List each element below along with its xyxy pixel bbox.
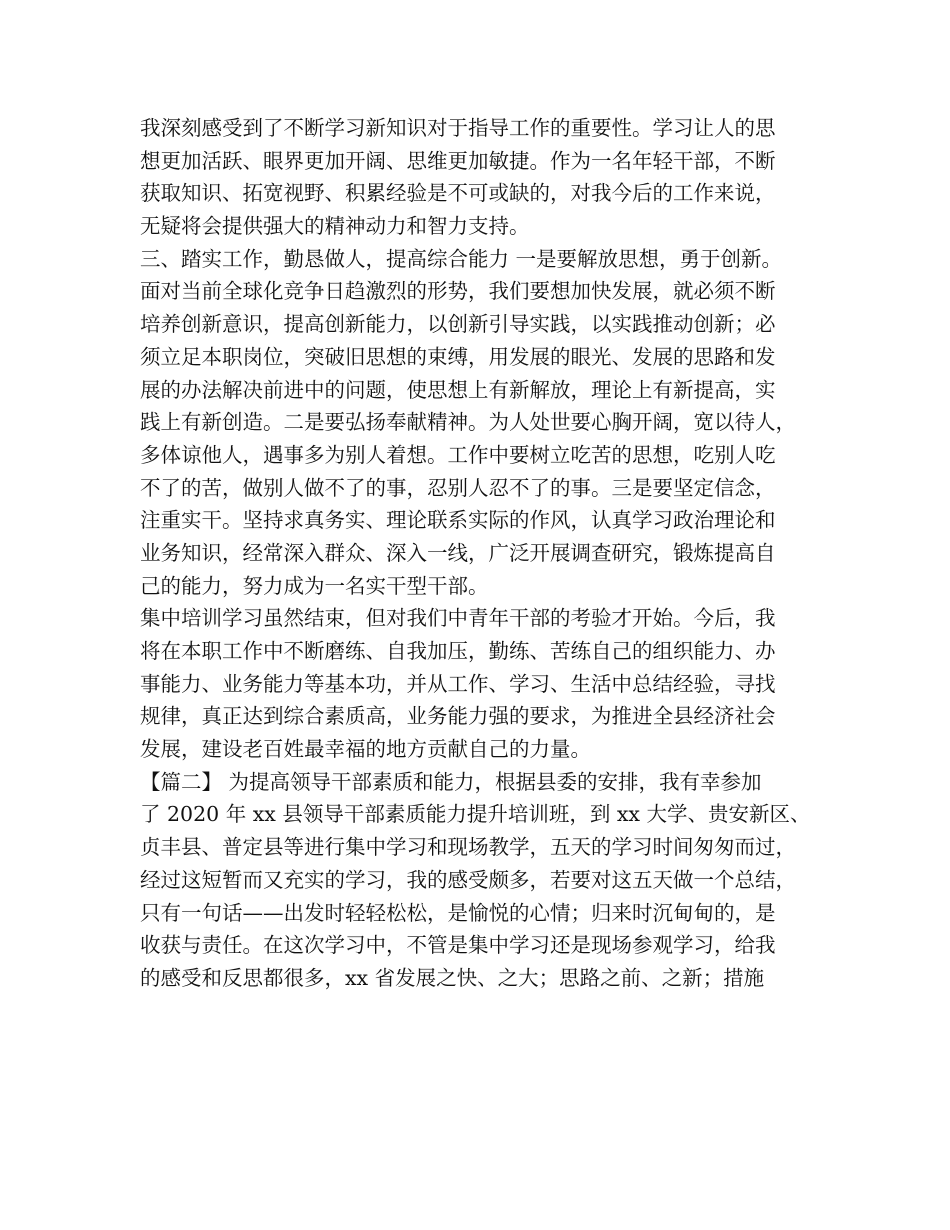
text-line: 想更加活跃、眼界更加开阔、思维更加敏捷。作为一名年轻干部，不断 [140, 148, 776, 173]
text-line: 发展，建设老百姓最幸福的地方贡献自己的力量。 [140, 737, 591, 762]
text-line: 不了的苦，做别人做不了的事，忍别人忍不了的事。三是要坚定信念， [140, 475, 776, 500]
text-line: 经过这短暂而又充实的学习，我的感受颇多，若要对这五天做一个总结， [140, 867, 796, 892]
text-line: 规律，真正达到综合素质高，业务能力强的要求，为推进全县经济社会 [140, 704, 776, 729]
text-line: 践上有新创造。二是要弘扬奉献精神。为人处世要心胸开阔，宽以待人， [140, 410, 796, 435]
text-line: 无疑将会提供强大的精神动力和智力支持。 [140, 214, 530, 239]
text-line: 业务知识，经常深入群众、深入一线，广泛开展调查研究，锻炼提高自 [140, 540, 776, 565]
text-line: 事能力、业务能力等基本功，并从工作、学习、生活中总结经验，寻找 [140, 671, 776, 696]
text-line: 培养创新意识，提高创新能力，以创新引导实践，以实践推动创新；必 [140, 312, 776, 337]
text-line: 收获与责任。在这次学习中，不管是集中学习还是现场参观学习，给我 [140, 933, 776, 958]
text-line: 注重实干。坚持求真务实、理论联系实际的作风，认真学习政治理论和 [140, 508, 776, 533]
text-line: 面对当前全球化竞争日趋激烈的形势，我们要想加快发展，就必须不断 [140, 279, 776, 304]
text-line: 获取知识、拓宽视野、积累经验是不可或缺的，对我今后的工作来说， [140, 181, 776, 206]
document-body [140, 112, 830, 995]
text-line: 集中培训学习虽然结束，但对我们中青年干部的考验才开始。今后，我 [140, 606, 776, 631]
text-line: 我深刻感受到了不断学习新知识对于指导工作的重要性。学习让人的思 [140, 116, 776, 140]
text-line: 只有一句话——出发时轻轻松松，是愉悦的心情；归来时沉甸甸的，是 [140, 900, 776, 925]
section-heading-line: 三、踏实工作，勤恳做人，提高综合能力 一是要解放思想，勇于创新。 [140, 246, 783, 271]
text-line: 多体谅他人，遇事多为别人着想。工作中要树立吃苦的思想，吃别人吃 [140, 442, 776, 467]
text-line: 须立足本职岗位，突破旧思想的束缚，用发展的眼光、发展的思路和发 [140, 344, 776, 369]
text-line: 展的办法解决前进中的问题，使思想上有新解放，理论上有新提高，实 [140, 377, 776, 402]
text-line: 将在本职工作中不断磨练、自我加压，勤练、苦练自己的组织能力、办 [140, 639, 776, 663]
text-line: 己的能力，努力成为一名实干型干部。 [140, 573, 489, 598]
text-line: 的感受和反思都很多，xx 省发展之快、之大；思路之前、之新；措施 [140, 965, 765, 990]
text-line: 了 2020 年 xx 县领导干部素质能力提升培训班，到 xx 大学、贵安新区、 [140, 802, 811, 827]
part-two-heading-line: 【篇二】 为提高领导干部素质和能力，根据县委的安排，我有幸参加 [140, 769, 762, 794]
text-line: 贞丰县、普定县等进行集中学习和现场教学，五天的学习时间匆匆而过， [140, 835, 796, 860]
